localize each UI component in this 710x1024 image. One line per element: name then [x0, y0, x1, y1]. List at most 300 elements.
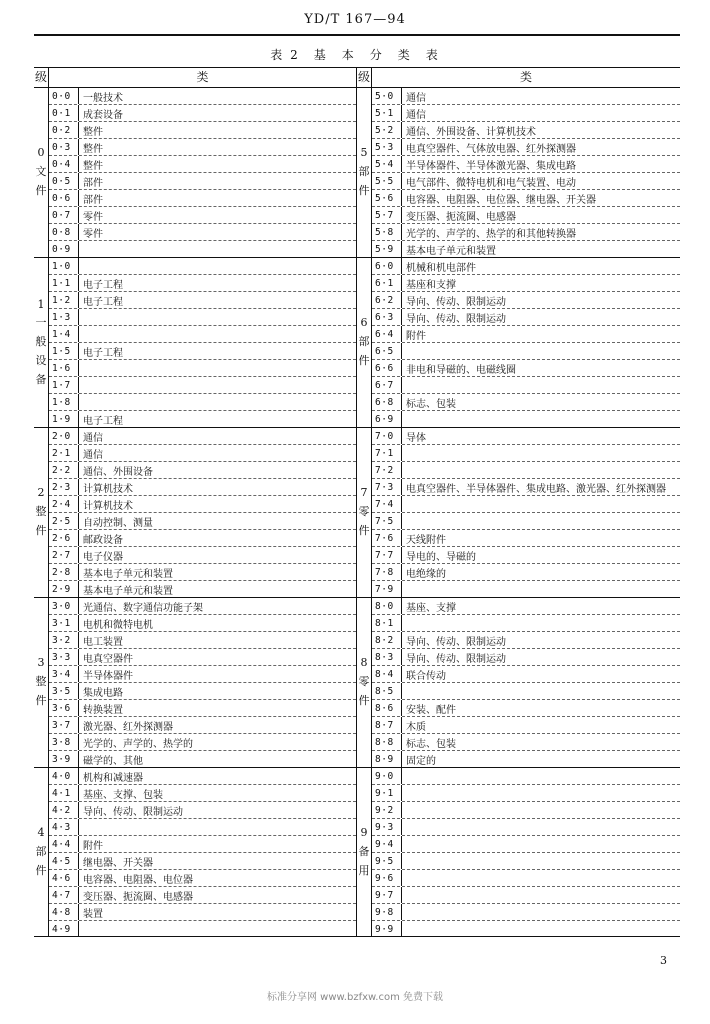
class-name: 基座、支撑	[406, 602, 456, 614]
class-code: 1·5	[49, 343, 79, 359]
level-label	[357, 428, 372, 597]
class-row	[49, 700, 356, 717]
class-row	[49, 547, 356, 564]
class-name: 电容器、电阻器、电位器、继电器、开关器	[406, 194, 596, 206]
class-name: 继电器、开关器	[83, 857, 153, 869]
class-name: 固定的	[406, 755, 436, 767]
class-rows	[372, 598, 680, 767]
level-label	[34, 768, 49, 937]
level-name-char: 一	[35, 316, 47, 330]
class-code: 9·9	[372, 921, 402, 937]
class-name: 天线附件	[406, 534, 446, 546]
level-name-char: 件	[35, 863, 47, 877]
class-code: 6·0	[372, 258, 402, 274]
class-name: 光通信、数字通信功能子架	[83, 602, 203, 614]
class-row	[372, 734, 680, 751]
class-row	[49, 241, 356, 257]
class-code: 0·5	[49, 173, 79, 189]
class-code: 3·6	[49, 700, 79, 716]
level-name-char: 设	[35, 353, 47, 367]
class-name: 基本电子单元和装置	[83, 568, 173, 580]
class-code: 7·9	[372, 581, 402, 597]
level-group	[34, 258, 356, 428]
class-name: 变压器、扼流圈、电感器	[406, 211, 516, 223]
class-row	[49, 904, 356, 921]
class-code: 7·0	[372, 428, 402, 444]
class-row	[372, 632, 680, 649]
class-code: 9·4	[372, 836, 402, 852]
level-group	[34, 428, 356, 598]
class-row	[372, 479, 680, 496]
class-row	[49, 122, 356, 139]
class-name: 导向、传动、限制运动	[83, 806, 183, 818]
class-row	[372, 598, 680, 615]
class-code: 4·2	[49, 802, 79, 818]
class-name: 电子工程	[83, 296, 123, 308]
class-code: 9·1	[372, 785, 402, 801]
class-code: 5·7	[372, 207, 402, 223]
level-name-char: 用	[358, 863, 370, 877]
class-code: 2·7	[49, 547, 79, 563]
class-code: 4·3	[49, 819, 79, 835]
class-row	[49, 598, 356, 615]
document-id: YD/T 167—94	[304, 12, 406, 27]
level-name-char: 整	[35, 675, 47, 689]
class-code: 3·5	[49, 683, 79, 699]
class-row	[372, 683, 680, 700]
class-row	[49, 343, 356, 360]
class-row	[49, 615, 356, 632]
class-name: 成套设备	[83, 109, 123, 121]
class-name: 电子工程	[83, 415, 123, 427]
class-name: 部件	[83, 194, 103, 206]
class-name: 导向、传动、限制运动	[406, 296, 506, 308]
class-code: 5·0	[372, 88, 402, 104]
level-label	[357, 88, 372, 257]
class-code: 9·0	[372, 768, 402, 784]
class-row	[49, 496, 356, 513]
class-row	[49, 632, 356, 649]
class-row	[372, 326, 680, 343]
class-name: 非电和导磁的、电磁线圈	[406, 364, 516, 376]
class-row	[372, 768, 680, 785]
class-row	[372, 700, 680, 717]
class-name: 通信	[83, 449, 103, 461]
class-code: 7·2	[372, 462, 402, 478]
level-number: 4	[37, 826, 45, 840]
level-name-char: 件	[358, 693, 370, 707]
class-name: 磁学的、其他	[83, 755, 143, 767]
class-code: 6·6	[372, 360, 402, 376]
class-code: 2·0	[49, 428, 79, 444]
class-row	[372, 173, 680, 190]
class-row	[49, 394, 356, 411]
class-code: 3·7	[49, 717, 79, 733]
class-row	[49, 360, 356, 377]
class-code: 0·7	[49, 207, 79, 223]
level-name-char: 部	[35, 845, 47, 859]
class-row	[49, 309, 356, 326]
class-name: 电真空器件	[83, 653, 133, 665]
class-row	[49, 105, 356, 122]
class-name: 标志、包装	[406, 398, 456, 410]
class-row	[49, 802, 356, 819]
class-rows	[372, 768, 680, 937]
class-row	[372, 530, 680, 547]
class-code: 5·1	[372, 105, 402, 121]
class-name: 电容器、电阻器、电位器	[83, 874, 193, 886]
class-code: 7·4	[372, 496, 402, 512]
class-row	[372, 921, 680, 937]
table-header	[357, 68, 680, 88]
header-level: 级	[34, 68, 49, 87]
class-code: 6·9	[372, 411, 402, 427]
class-row	[49, 88, 356, 105]
class-code: 2·6	[49, 530, 79, 546]
level-label	[34, 598, 49, 767]
class-code: 8·2	[372, 632, 402, 648]
class-name: 电气部件、微特电机和电气装置、电动	[406, 177, 576, 189]
class-row	[372, 615, 680, 632]
class-name: 通信	[83, 432, 103, 444]
class-row	[49, 173, 356, 190]
class-row	[372, 836, 680, 853]
classification-table	[34, 67, 680, 937]
class-row	[372, 105, 680, 122]
class-code: 6·4	[372, 326, 402, 342]
class-row	[372, 819, 680, 836]
class-row	[49, 139, 356, 156]
class-code: 8·1	[372, 615, 402, 631]
class-code: 5·4	[372, 156, 402, 172]
class-code: 7·6	[372, 530, 402, 546]
class-code: 7·5	[372, 513, 402, 529]
class-code: 8·3	[372, 649, 402, 665]
level-name-char: 文	[35, 165, 47, 179]
class-row	[49, 734, 356, 751]
class-row	[372, 88, 680, 105]
class-row	[49, 258, 356, 275]
class-code: 1·8	[49, 394, 79, 410]
class-name: 基座、支撑、包装	[83, 789, 163, 801]
class-code: 7·3	[372, 479, 402, 495]
class-row	[49, 836, 356, 853]
class-row	[49, 717, 356, 734]
table-left-half	[34, 68, 357, 936]
class-name: 附件	[83, 840, 103, 852]
class-name: 计算机技术	[83, 483, 133, 495]
table-title: 表 2 基 本 分 类 表	[270, 48, 440, 62]
class-name: 联合传动	[406, 670, 446, 682]
class-name: 导向、传动、限制运动	[406, 636, 506, 648]
class-rows	[49, 598, 356, 767]
class-code: 6·3	[372, 309, 402, 325]
class-row	[372, 853, 680, 870]
level-label	[357, 768, 372, 937]
level-name-char: 件	[358, 353, 370, 367]
class-name: 零件	[83, 211, 103, 223]
level-name-char: 件	[358, 183, 370, 197]
class-row	[49, 564, 356, 581]
level-label	[34, 258, 49, 427]
class-name: 附件	[406, 330, 426, 342]
class-name: 导电的、导磁的	[406, 551, 476, 563]
class-name: 整件	[83, 160, 103, 172]
class-row	[372, 241, 680, 257]
class-name: 转换装置	[83, 704, 123, 716]
level-name-char: 零	[358, 675, 370, 689]
class-rows	[372, 258, 680, 427]
class-code: 3·2	[49, 632, 79, 648]
level-group	[357, 768, 680, 937]
class-row	[372, 785, 680, 802]
class-row	[49, 156, 356, 173]
class-row	[49, 819, 356, 836]
class-row	[372, 547, 680, 564]
class-code: 6·7	[372, 377, 402, 393]
class-row	[372, 428, 680, 445]
class-name: 电子仪器	[83, 551, 123, 563]
class-row	[372, 649, 680, 666]
class-row	[372, 207, 680, 224]
class-name: 光学的、声学的、热学的	[83, 738, 193, 750]
class-row	[49, 530, 356, 547]
class-code: 4·0	[49, 768, 79, 784]
class-name: 激光器、红外探测器	[83, 721, 173, 733]
level-number: 1	[37, 297, 45, 311]
class-code: 2·1	[49, 445, 79, 461]
class-row	[49, 649, 356, 666]
class-row	[372, 887, 680, 904]
class-name: 整件	[83, 126, 103, 138]
class-code: 6·5	[372, 343, 402, 359]
class-row	[49, 190, 356, 207]
class-code: 4·1	[49, 785, 79, 801]
class-row	[49, 683, 356, 700]
level-label	[34, 88, 49, 257]
class-code: 2·8	[49, 564, 79, 580]
class-code: 6·2	[372, 292, 402, 308]
class-code: 2·2	[49, 462, 79, 478]
level-name-char: 件	[35, 693, 47, 707]
class-name: 电工装置	[83, 636, 123, 648]
class-code: 4·7	[49, 887, 79, 903]
class-rows	[49, 768, 356, 937]
class-name: 基座和支撑	[406, 279, 456, 291]
class-rows	[49, 428, 356, 597]
class-name: 电真空器件、气体放电器、红外探测器	[406, 143, 576, 155]
level-group	[357, 428, 680, 598]
class-code: 9·6	[372, 870, 402, 886]
class-row	[49, 275, 356, 292]
class-name: 零件	[83, 228, 103, 240]
level-number: 8	[360, 656, 368, 670]
class-row	[49, 479, 356, 496]
class-row	[49, 207, 356, 224]
class-name: 光学的、声学的、热学的和其他转换器	[406, 228, 576, 240]
level-group	[34, 598, 356, 768]
level-label	[34, 428, 49, 597]
class-code: 7·7	[372, 547, 402, 563]
class-name: 电子工程	[83, 279, 123, 291]
class-code: 1·7	[49, 377, 79, 393]
level-name-char: 零	[358, 505, 370, 519]
class-row	[372, 751, 680, 767]
class-code: 0·8	[49, 224, 79, 240]
class-name: 电真空器件、半导体器件、集成电路、激光器、红外探测器	[406, 483, 666, 495]
class-code: 0·6	[49, 190, 79, 206]
class-code: 2·5	[49, 513, 79, 529]
class-code: 4·5	[49, 853, 79, 869]
class-name: 电子工程	[83, 347, 123, 359]
class-code: 5·2	[372, 122, 402, 138]
class-rows	[372, 428, 680, 597]
class-code: 1·0	[49, 258, 79, 274]
class-name: 部件	[83, 177, 103, 189]
class-code: 6·8	[372, 394, 402, 410]
level-name-char: 备	[35, 372, 47, 386]
class-code: 4·6	[49, 870, 79, 886]
class-name: 电机和微特电机	[83, 619, 153, 631]
class-name: 电绝缘的	[406, 568, 446, 580]
class-name: 基本电子单元和装置	[83, 585, 173, 597]
class-code: 5·8	[372, 224, 402, 240]
level-name-char: 件	[35, 183, 47, 197]
level-group	[357, 258, 680, 428]
class-code: 2·3	[49, 479, 79, 495]
class-name: 机构和减速器	[83, 772, 143, 784]
class-name: 一般技术	[83, 92, 123, 104]
class-code: 0·2	[49, 122, 79, 138]
class-code: 1·2	[49, 292, 79, 308]
class-row	[372, 581, 680, 597]
class-name: 半导体器件	[83, 670, 133, 682]
class-row	[372, 156, 680, 173]
class-row	[372, 275, 680, 292]
class-row	[49, 581, 356, 597]
class-rows	[49, 88, 356, 257]
class-row	[49, 445, 356, 462]
class-row	[372, 802, 680, 819]
class-code: 1·9	[49, 411, 79, 427]
level-label	[357, 598, 372, 767]
class-name: 基本电子单元和装置	[406, 245, 496, 257]
class-code: 9·2	[372, 802, 402, 818]
class-code: 7·1	[372, 445, 402, 461]
class-code: 8·8	[372, 734, 402, 750]
class-row	[49, 377, 356, 394]
class-row	[49, 870, 356, 887]
class-row	[372, 122, 680, 139]
level-name-char: 件	[358, 523, 370, 537]
class-row	[49, 853, 356, 870]
class-row	[372, 904, 680, 921]
header-class: 类	[519, 70, 532, 84]
class-name: 导体	[406, 432, 426, 444]
class-row	[49, 292, 356, 309]
class-code: 4·9	[49, 921, 79, 937]
class-code: 4·4	[49, 836, 79, 852]
table-right-half	[357, 68, 680, 936]
level-number: 0	[37, 146, 45, 160]
class-row	[372, 564, 680, 581]
class-code: 0·1	[49, 105, 79, 121]
level-name-char: 部	[358, 335, 370, 349]
class-code: 1·3	[49, 309, 79, 325]
class-name: 木质	[406, 721, 426, 733]
class-row	[49, 666, 356, 683]
level-group	[34, 88, 356, 258]
class-row	[372, 292, 680, 309]
class-row	[372, 870, 680, 887]
level-number: 9	[360, 826, 368, 840]
class-code: 9·7	[372, 887, 402, 903]
class-row	[372, 717, 680, 734]
class-row	[49, 921, 356, 937]
class-row	[49, 513, 356, 530]
level-group	[357, 598, 680, 768]
level-name-char: 件	[35, 523, 47, 537]
level-number: 7	[360, 486, 368, 500]
class-name: 自动控制、测量	[83, 517, 153, 529]
class-code: 3·9	[49, 751, 79, 767]
level-number: 3	[37, 656, 45, 670]
class-code: 3·4	[49, 666, 79, 682]
class-rows	[49, 258, 356, 427]
class-code: 4·8	[49, 904, 79, 920]
class-row	[49, 326, 356, 343]
class-row	[372, 190, 680, 207]
class-name: 集成电路	[83, 687, 123, 699]
class-name: 通信	[406, 109, 426, 121]
class-row	[49, 428, 356, 445]
class-code: 1·6	[49, 360, 79, 376]
level-group	[34, 768, 356, 937]
class-name: 计算机技术	[83, 500, 133, 512]
class-code: 5·9	[372, 241, 402, 257]
class-row	[372, 666, 680, 683]
class-name: 整件	[83, 143, 103, 155]
level-label	[357, 258, 372, 427]
class-name: 安装、配件	[406, 704, 456, 716]
class-row	[49, 224, 356, 241]
class-code: 5·5	[372, 173, 402, 189]
class-name: 机械和机电部件	[406, 262, 476, 274]
class-row	[372, 309, 680, 326]
class-row	[372, 411, 680, 427]
class-code: 0·3	[49, 139, 79, 155]
class-row	[49, 785, 356, 802]
class-row	[372, 394, 680, 411]
class-row	[372, 258, 680, 275]
class-code: 1·4	[49, 326, 79, 342]
class-code: 8·4	[372, 666, 402, 682]
class-code: 0·0	[49, 88, 79, 104]
class-name: 导向、传动、限制运动	[406, 313, 506, 325]
class-code: 3·1	[49, 615, 79, 631]
header-class: 类	[196, 70, 209, 84]
level-name-char: 整	[35, 505, 47, 519]
level-number: 5	[360, 146, 368, 160]
table-header	[34, 68, 356, 88]
page-number: 3	[660, 954, 667, 967]
header-level: 级	[357, 68, 372, 87]
class-row	[372, 360, 680, 377]
watermark: 标准分享网 www.bzfxw.com 免费下载	[267, 992, 443, 1003]
class-code: 8·5	[372, 683, 402, 699]
level-name-char: 般	[35, 335, 47, 349]
class-code: 2·9	[49, 581, 79, 597]
